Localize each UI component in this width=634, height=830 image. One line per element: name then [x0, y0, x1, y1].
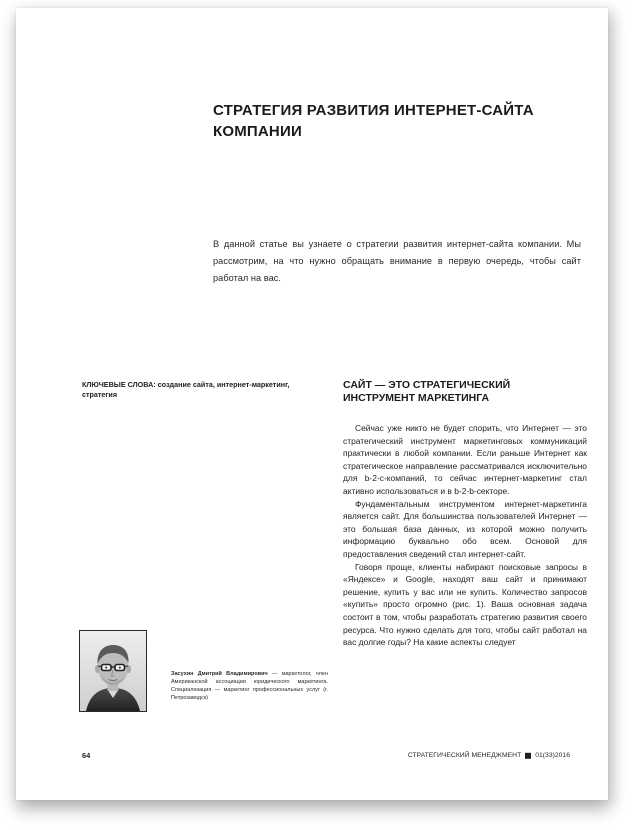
author-caption: [171, 670, 328, 702]
footer-journal-info: [408, 751, 570, 760]
journal-issue: 01(33)2016: [535, 752, 570, 759]
article-lead: В данной статье вы узнаете о стратегии развития интернет-сайта компании. Мы рассмотрим, на что нужно обращать внимание в первую очередь, чтобы сайт работал на вас.: [213, 239, 581, 283]
author-portrait-icon: [80, 631, 146, 711]
author-name: Засухин Дмитрий Владимирович: [171, 671, 268, 677]
paragraph-3: Говоря проще, клиенты набирают поисковые запросы в «Яндексе» и Google, находят ваш сайт и принимают решение, купить у вас или не купить. Количество запросов «купить» просто огромно (рис. 1). Ваша основная задача состоит в том, чтобы разработать стратегию развития своего ресурса. Что нужно сделать для того, чтобы сайт работал на вас долгие годы? На какие аспекты следует: [343, 561, 587, 648]
keywords-label: КЛЮЧЕВЫЕ СЛОВА:: [82, 380, 156, 389]
author-bio: — маркетолог, член Американской ассоциации юридического маркетинга. Специализация — маркетинг профессиональных услуг (г. Петрозаводск): [171, 671, 328, 702]
body-text: [343, 422, 587, 649]
section-title-line2: ИНСТРУМЕНТ МАРКЕТИНГА: [343, 392, 490, 404]
paragraph-2: Фундаментальным инструментом интернет-маркетинга является сайт. Для большинства пользователей Интернет — это большая база данных, из которой можно получить информацию буквально обо всем. Основой для предоставления сведений стал интернет-сайт.: [343, 498, 587, 559]
article-title: [213, 100, 573, 142]
page: [16, 8, 608, 800]
page-number: 64: [82, 751, 91, 760]
separator-square-icon: [525, 752, 531, 758]
author-photo: [79, 630, 147, 712]
keywords-text: создание сайта, интернет-маркетинг, стратегия: [82, 380, 290, 399]
article-title-line1: СТРАТЕГИЯ РАЗВИТИЯ ИНТЕРНЕТ-САЙТА: [213, 102, 534, 119]
section-title-line1: САЙТ — ЭТО СТРАТЕГИЧЕСКИЙ: [343, 379, 511, 391]
section-title: [343, 379, 583, 405]
article-title-line2: КОМПАНИИ: [213, 123, 302, 140]
journal-name: СТРАТЕГИЧЕСКИЙ МЕНЕДЖМЕНТ: [407, 752, 522, 759]
paragraph-1: Сейчас уже никто не будет спорить, что Интернет — это стратегический инструмент маркетинговых коммуникаций практически в любой компании. Если раньше Интернет как стратегическое направление рассматривался исключительно для b-2-c-компаний, то сейчас интернет-маркетинг стал активно использоваться и в b-2-b-секторе.: [343, 423, 587, 496]
keywords-block: [82, 380, 322, 400]
